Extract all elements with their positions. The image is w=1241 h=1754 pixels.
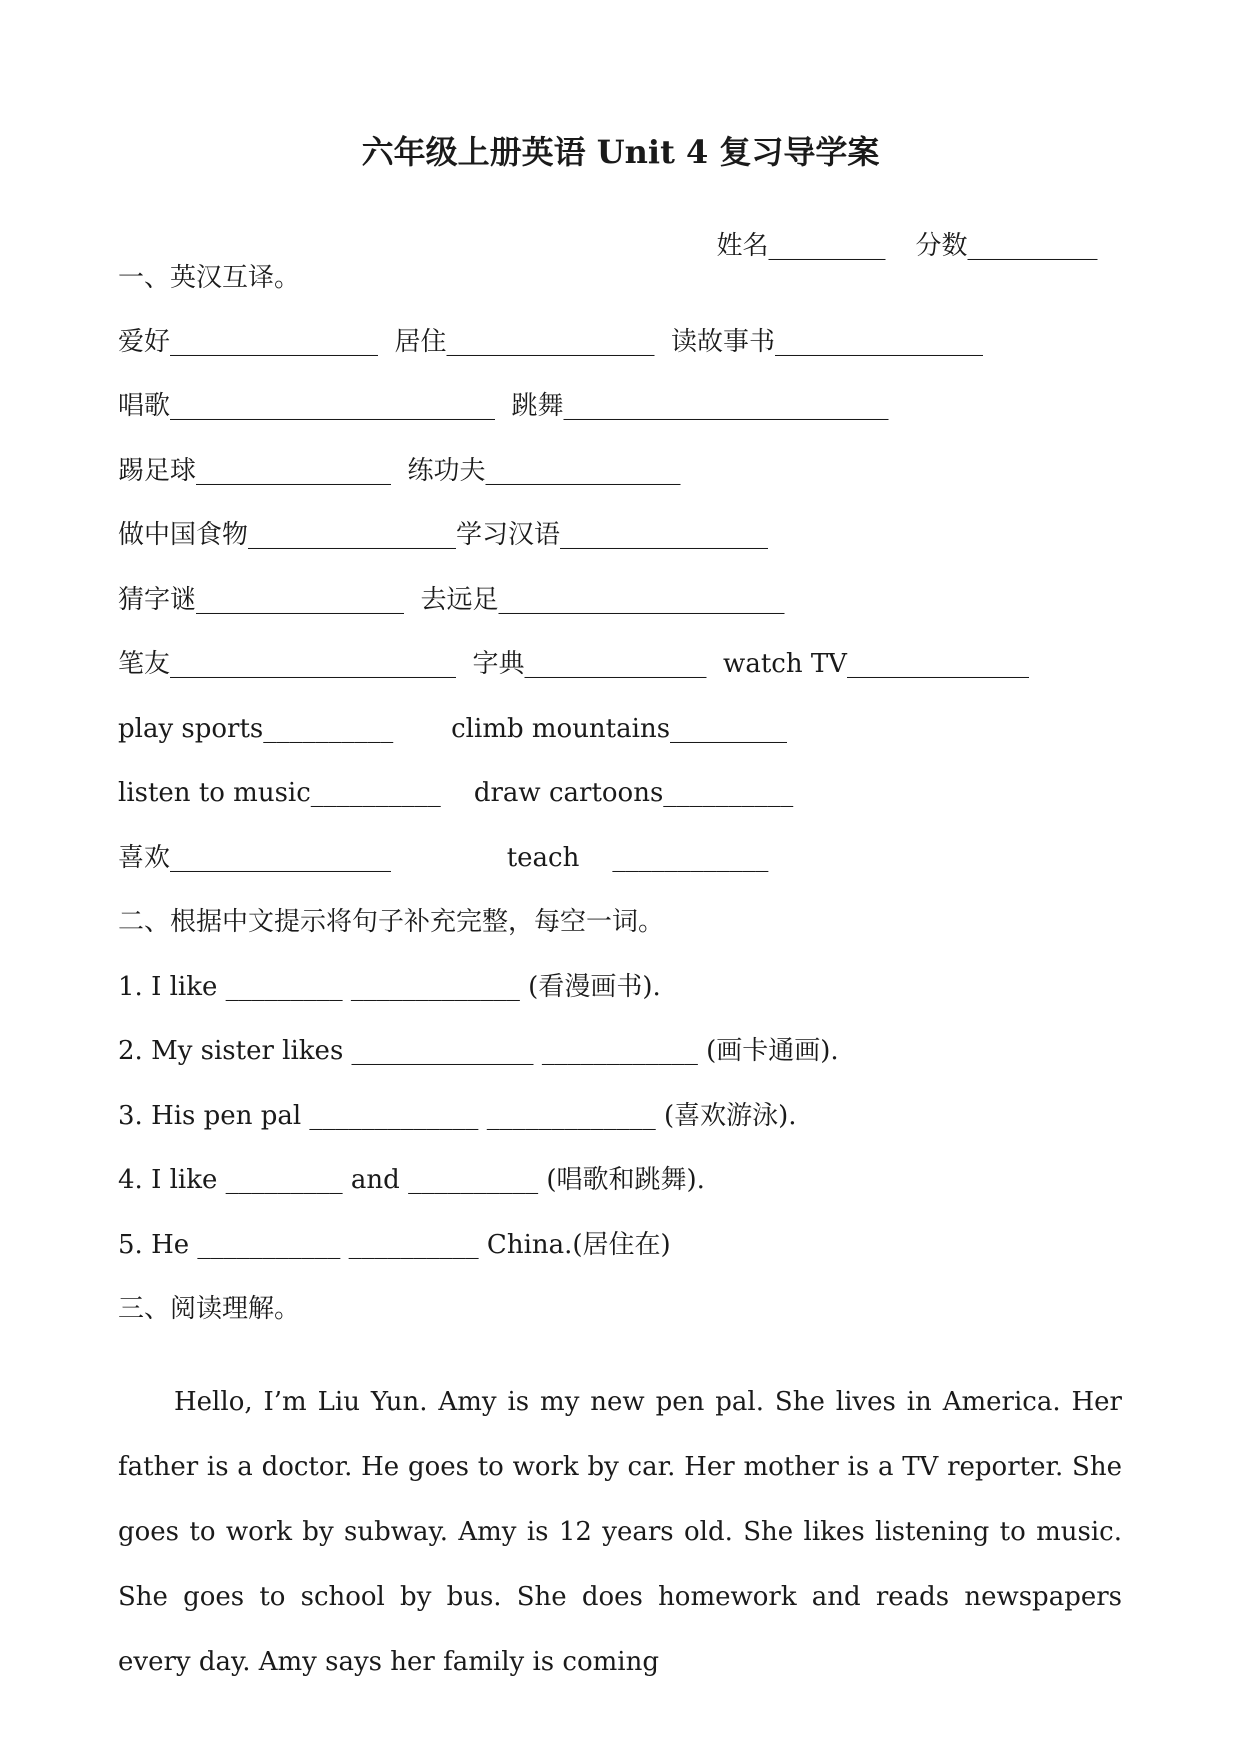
section-2-row: 3. His pen pal _____________ _____________ (喜欢游泳). — [118, 1101, 797, 1131]
section-1-row: listen to music__________ draw cartoons__________ — [118, 778, 794, 808]
section-1-row: 笔友______________________ 字典______________ watch TV______________ — [118, 649, 1029, 679]
page-title: 六年级上册英语 Unit 4 复习导学案 — [361, 133, 880, 171]
section-2-row: 4. I like _________ and __________ (唱歌和跳舞). — [118, 1165, 705, 1195]
section-2-row: 5. He ___________ __________ China.(居住在) — [118, 1230, 671, 1260]
reading-passage: Hello, I’m Liu Yun. Amy is my new pen pal. She lives in America. Her father is a doctor. He goes to work by car. Her mother is a TV reporter. She goes to work by subway. Amy is 12 years old. She likes listening to music. She goes to school by bus. She does homework and reads newspapers every day. Amy says her family is coming — [118, 1387, 1122, 1677]
name-score-row — [700, 198, 1128, 262]
section-2-row: 1. I like _________ _____________ (看漫画书). — [118, 972, 661, 1002]
section-1-row: 猜字谜________________ 去远足______________________ — [118, 585, 785, 615]
section-3-heading: 三、阅读理解。 — [118, 1294, 301, 1324]
section-1-row: 唱歌_________________________ 跳舞_________________________ — [118, 391, 889, 421]
name-field: 姓名_________ — [716, 231, 886, 261]
section-1-row: play sports__________ climb mountains_________ — [118, 714, 788, 744]
section-1-row: 做中国食物________________学习汉语________________ — [118, 520, 769, 550]
section-2-row: 2. My sister likes ______________ ____________ (画卡通画). — [118, 1036, 839, 1066]
section-1-heading: 一、英汉互译。 — [118, 263, 301, 293]
score-field: 分数__________ — [915, 231, 1098, 261]
section-1-row: 踢足球_______________ 练功夫_______________ — [118, 456, 681, 486]
section-2-heading: 二、根据中文提示将句子补充完整，每空一词。 — [118, 907, 665, 937]
section-1-row: 爱好________________ 居住________________ 读故事书________________ — [118, 327, 984, 357]
section-1-row: 喜欢_________________ teach ____________ — [118, 843, 769, 873]
